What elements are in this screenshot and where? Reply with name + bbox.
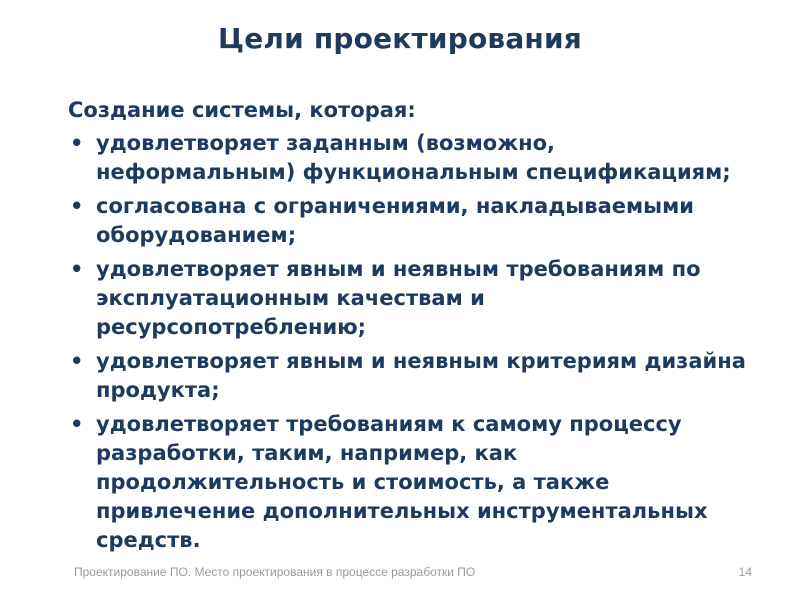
slide-title: Цели проектирования (218, 22, 582, 55)
bullet-text: удовлетворяет явным и неявным требованиям по эксплуатационным качествам и ресурсопотреблению; (96, 257, 701, 339)
bullet-item (60, 192, 760, 250)
slide-body (60, 96, 760, 560)
bullet-icon: • (70, 412, 84, 436)
page-number: 14 (738, 565, 752, 579)
bullet-icon: • (70, 257, 84, 281)
bullet-item (60, 347, 760, 405)
bullet-text: удовлетворяет заданным (возможно, неформальным) функциональным спецификациям; (96, 131, 731, 184)
bullet-item (60, 129, 760, 187)
bullet-text: удовлетворяет требованиям к самому процессу разработки, таким, например, как продолжительность и стоимость, а также привлечение дополнительных инструментальных средств. (96, 412, 708, 552)
bullet-icon: • (70, 349, 84, 373)
bullet-item (60, 255, 760, 342)
bullet-icon: • (70, 131, 84, 155)
bullet-text: согласована с ограничениями, накладываемыми оборудованием; (96, 194, 695, 247)
bullet-text: удовлетворяет явным и неявным критериям дизайна продукта; (96, 349, 746, 402)
bullet-item (60, 410, 760, 555)
bullet-list (60, 129, 760, 555)
intro-text: Создание системы, которая: (68, 98, 416, 122)
bullet-icon: • (70, 194, 84, 218)
slide-footer: Проектирование ПО. Место проектирования в процессе разработки ПО (74, 565, 476, 579)
